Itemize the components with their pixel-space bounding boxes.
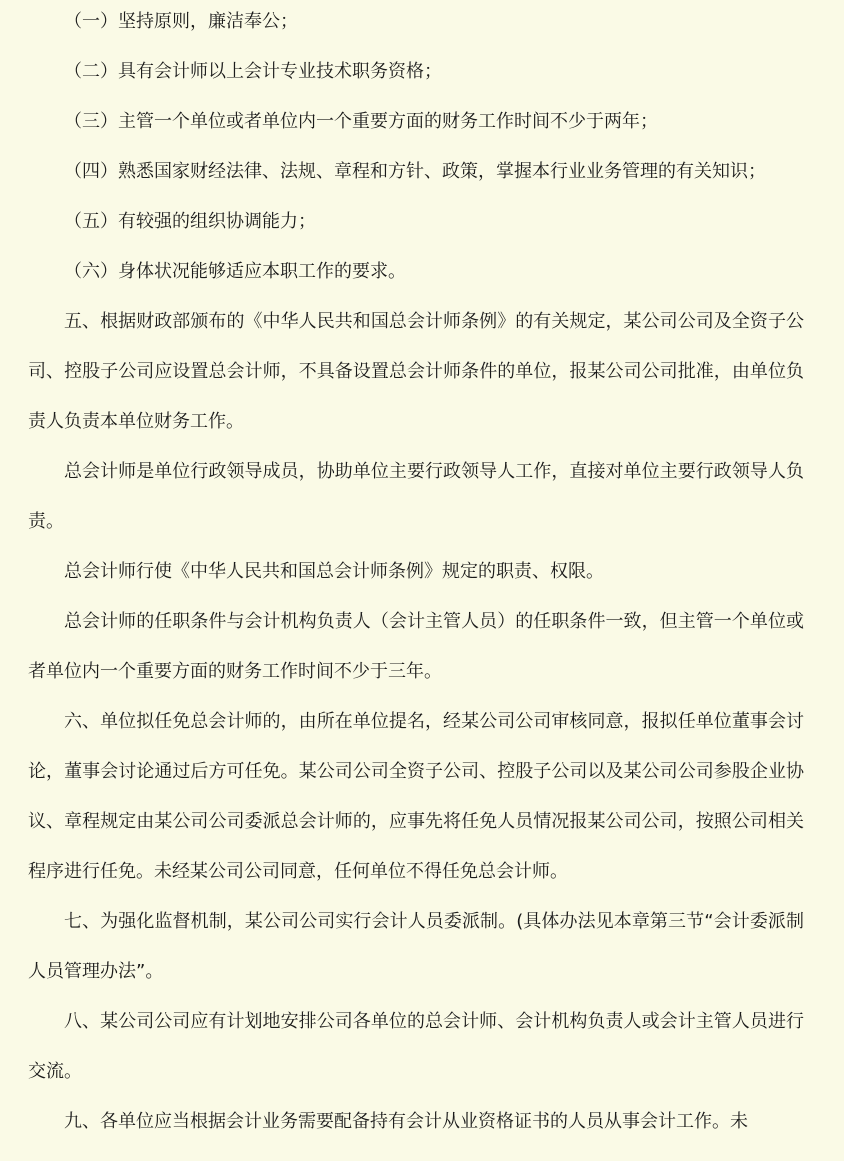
paragraph-section-6: 六、单位拟任免总会计师的，由所在单位提名，经某公司公司审核同意，报拟任单位董事会讨论，董事会讨论通过后方可任免。某公司公司全资子公司、控股子公司以及某公司公司参股企业协议、章程规定由某公司公司委派总会计师的，应事先将任免人员情况报某公司公司，按照公司相关程序进行任免。未经某公司公司同意，任何单位不得任免总会计师。	[28, 711, 804, 882]
paragraph-section-8: 八、某公司公司应有计划地安排公司各单位的总会计师、会计机构负责人或会计主管人员进行交流。	[28, 1011, 804, 1082]
paragraph-section-9: 九、各单位应当根据会计业务需要配备持有会计从业资格证书的人员从事会计工作。未	[64, 1111, 748, 1132]
paragraph-section-7: 七、为强化监督机制，某公司公司实行会计人员委派制。(具体办法见本章第三节“会计委派制人员管理办法”。	[28, 911, 804, 982]
paragraph-item-2: （二）具有会计师以上会计专业技术职务资格；	[64, 61, 442, 82]
paragraph-item-4: （四）熟悉国家财经法律、法规、章程和方针、政策，掌握本行业业务管理的有关知识；	[64, 161, 766, 182]
paragraph-cfo-conditions: 总会计师的任职条件与会计机构负责人（会计主管人员）的任职条件一致，但主管一个单位或者单位内一个重要方面的财务工作时间不少于三年。	[28, 611, 804, 682]
paragraph-item-6: （六）身体状况能够适应本职工作的要求。	[64, 261, 406, 282]
paragraph-item-1: （一）坚持原则，廉洁奉公；	[64, 11, 298, 32]
paragraph-item-3: （三）主管一个单位或者单位内一个重要方面的财务工作时间不少于两年；	[64, 111, 658, 132]
paragraph-cfo-duties: 总会计师行使《中华人民共和国总会计师条例》规定的职责、权限。	[64, 561, 604, 582]
paragraph-section-5: 五、根据财政部颁布的《中华人民共和国总会计师条例》的有关规定，某公司公司及全资子公司、控股子公司应设置总会计师，不具备设置总会计师条件的单位，报某公司公司批准，由单位负责人负责本单位财务工作。	[28, 311, 804, 432]
paragraph-cfo-role: 总会计师是单位行政领导成员，协助单位主要行政领导人工作，直接对单位主要行政领导人负责。	[28, 461, 804, 532]
paragraph-item-5: （五）有较强的组织协调能力；	[64, 211, 316, 232]
